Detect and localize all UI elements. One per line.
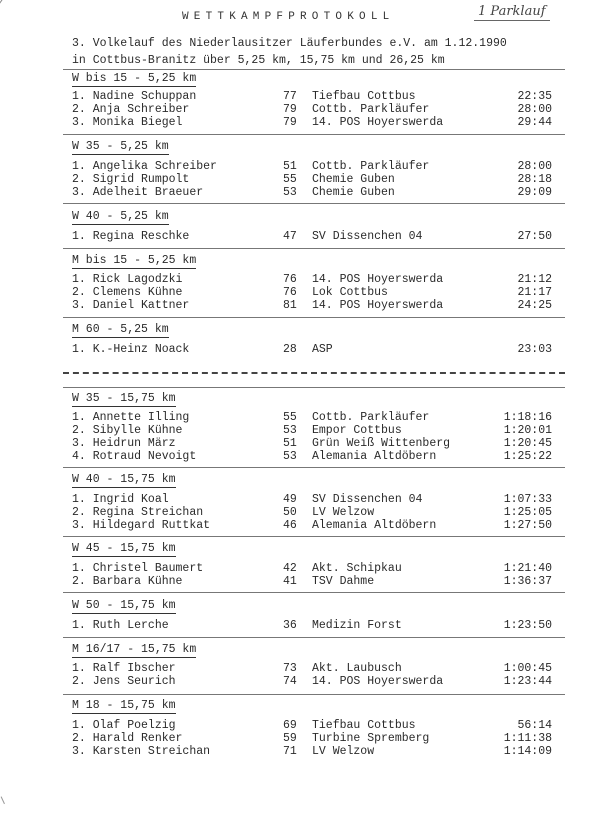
athlete-name: 2. Harald Renker bbox=[72, 732, 183, 745]
finish-time: 28:00 bbox=[517, 160, 552, 173]
finish-time: 1:23:50 bbox=[503, 619, 552, 632]
athlete-name: 1. Rick Lagodzki bbox=[72, 273, 183, 286]
club-name: Turbine Spremberg bbox=[312, 732, 430, 745]
club-name: Alemania Altdöbern bbox=[312, 450, 437, 463]
club-name: Cottb. Parkläufer bbox=[312, 160, 430, 173]
finish-time: 1:36:37 bbox=[503, 575, 552, 588]
athlete-name: 1. Regina Reschke bbox=[72, 230, 190, 243]
athlete-name: 1. Olaf Poelzig bbox=[72, 719, 176, 732]
birth-year: 79 bbox=[283, 116, 297, 129]
finish-time: 1:21:40 bbox=[503, 562, 552, 575]
club-name: Cottb. Parkläufer bbox=[312, 103, 430, 116]
section-separator bbox=[63, 248, 565, 249]
athlete-name: 1. Annette Illing bbox=[72, 411, 190, 424]
intro-line-1: 3. Volkelauf des Niederlausitzer Läuferbundes e.V. am 1.12.1990 bbox=[72, 37, 507, 50]
athlete-name: 1. Christel Baumert bbox=[72, 562, 204, 575]
club-name: Akt. Laubusch bbox=[312, 662, 402, 675]
result-row bbox=[72, 411, 552, 424]
club-name: 14. POS Hoyerswerda bbox=[312, 273, 444, 286]
club-name: TSV Dahme bbox=[312, 575, 375, 588]
birth-year: 49 bbox=[283, 493, 297, 506]
handwritten-note: 1 Parklauf bbox=[474, 4, 550, 21]
result-row bbox=[72, 732, 552, 745]
athlete-name: 3. Karsten Streichan bbox=[72, 745, 211, 758]
club-name: SV Dissenchen 04 bbox=[312, 493, 423, 506]
category-heading: W 35 - 15,75 km bbox=[72, 392, 176, 405]
section-separator bbox=[63, 637, 565, 638]
section-separator bbox=[63, 536, 565, 537]
category-heading: M 60 - 5,25 km bbox=[72, 323, 169, 336]
athlete-name: 1. Ingrid Koal bbox=[72, 493, 169, 506]
finish-time: 1:18:16 bbox=[503, 411, 552, 424]
finish-time: 1:23:44 bbox=[503, 675, 552, 688]
result-row bbox=[72, 116, 552, 129]
club-name: Tiefbau Cottbus bbox=[312, 90, 416, 103]
athlete-name: 1. K.-Heinz Noack bbox=[72, 343, 190, 356]
birth-year: 53 bbox=[283, 186, 297, 199]
result-row bbox=[72, 160, 552, 173]
result-row bbox=[72, 424, 552, 437]
birth-year: 51 bbox=[283, 437, 297, 450]
finish-time: 21:17 bbox=[517, 286, 552, 299]
result-row bbox=[72, 662, 552, 675]
birth-year: 59 bbox=[283, 732, 297, 745]
athlete-name: 3. Hildegard Ruttkat bbox=[72, 519, 211, 532]
result-row bbox=[72, 719, 552, 732]
finish-time: 21:12 bbox=[517, 273, 552, 286]
result-row bbox=[72, 675, 552, 688]
section-separator bbox=[63, 592, 565, 593]
birth-year: 77 bbox=[283, 90, 297, 103]
athlete-name: 1. Angelika Schreiber bbox=[72, 160, 217, 173]
result-row bbox=[72, 506, 552, 519]
birth-year: 28 bbox=[283, 343, 297, 356]
finish-time: 1:20:45 bbox=[503, 437, 552, 450]
result-row bbox=[72, 173, 552, 186]
club-name: LV Welzow bbox=[312, 506, 375, 519]
finish-time: 27:50 bbox=[517, 230, 552, 243]
finish-time: 1:14:09 bbox=[503, 745, 552, 758]
athlete-name: 3. Heidrun März bbox=[72, 437, 176, 450]
athlete-name: 2. Regina Streichan bbox=[72, 506, 204, 519]
club-name: Empor Cottbus bbox=[312, 424, 402, 437]
finish-time: 24:25 bbox=[517, 299, 552, 312]
finish-time: 1:25:22 bbox=[503, 450, 552, 463]
club-name: Tiefbau Cottbus bbox=[312, 719, 416, 732]
birth-year: 53 bbox=[283, 424, 297, 437]
result-row bbox=[72, 575, 552, 588]
club-name: 14. POS Hoyerswerda bbox=[312, 299, 444, 312]
club-name: Chemie Guben bbox=[312, 173, 395, 186]
result-row bbox=[72, 437, 552, 450]
athlete-name: 4. Rotraud Nevoigt bbox=[72, 450, 197, 463]
section-separator bbox=[63, 694, 565, 695]
section-separator bbox=[63, 387, 565, 388]
section-separator bbox=[63, 134, 565, 135]
finish-time: 1:20:01 bbox=[503, 424, 552, 437]
result-row bbox=[72, 103, 552, 116]
athlete-name: 2. Clemens Kühne bbox=[72, 286, 183, 299]
result-row bbox=[72, 619, 552, 632]
finish-time: 1:11:38 bbox=[503, 732, 552, 745]
athlete-name: 2. Barbara Kühne bbox=[72, 575, 183, 588]
birth-year: 71 bbox=[283, 745, 297, 758]
birth-year: 46 bbox=[283, 519, 297, 532]
birth-year: 73 bbox=[283, 662, 297, 675]
category-heading: W 40 - 5,25 km bbox=[72, 210, 169, 223]
club-name: Alemania Altdöbern bbox=[312, 519, 437, 532]
birth-year: 36 bbox=[283, 619, 297, 632]
club-name: ASP bbox=[312, 343, 333, 356]
result-row bbox=[72, 493, 552, 506]
athlete-name: 3. Monika Biegel bbox=[72, 116, 183, 129]
club-name: Medizin Forst bbox=[312, 619, 402, 632]
category-heading: W bis 15 - 5,25 km bbox=[72, 72, 197, 85]
section-separator bbox=[63, 69, 565, 70]
result-row bbox=[72, 90, 552, 103]
category-heading: M 16/17 - 15,75 km bbox=[72, 643, 197, 656]
athlete-name: 2. Sigrid Rumpolt bbox=[72, 173, 190, 186]
athlete-name: 2. Jens Seurich bbox=[72, 675, 176, 688]
athlete-name: 1. Nadine Schuppan bbox=[72, 90, 197, 103]
athlete-name: 2. Sibylle Kühne bbox=[72, 424, 183, 437]
club-name: Chemie Guben bbox=[312, 186, 395, 199]
finish-time: 1:07:33 bbox=[503, 493, 552, 506]
club-name: 14. POS Hoyerswerda bbox=[312, 116, 444, 129]
birth-year: 41 bbox=[283, 575, 297, 588]
birth-year: 81 bbox=[283, 299, 297, 312]
scan-corner-mark bbox=[0, 0, 8, 7]
result-row bbox=[72, 343, 552, 356]
finish-time: 23:03 bbox=[517, 343, 552, 356]
category-heading: W 35 - 5,25 km bbox=[72, 140, 169, 153]
document-title: WETTKAMPFPROTOKOLL bbox=[182, 11, 395, 23]
category-heading: W 45 - 15,75 km bbox=[72, 542, 176, 555]
finish-time: 1:27:50 bbox=[503, 519, 552, 532]
club-name: 14. POS Hoyerswerda bbox=[312, 675, 444, 688]
birth-year: 42 bbox=[283, 562, 297, 575]
club-name: Grün Weiß Wittenberg bbox=[312, 437, 451, 450]
athlete-name: 1. Ralf Ibscher bbox=[72, 662, 176, 675]
birth-year: 79 bbox=[283, 103, 297, 116]
finish-time: 28:00 bbox=[517, 103, 552, 116]
club-name: LV Welzow bbox=[312, 745, 375, 758]
category-heading: W 50 - 15,75 km bbox=[72, 599, 176, 612]
athlete-name: 3. Adelheit Braeuer bbox=[72, 186, 204, 199]
result-row bbox=[72, 286, 552, 299]
result-row bbox=[72, 519, 552, 532]
birth-year: 53 bbox=[283, 450, 297, 463]
intro-line-2: in Cottbus-Branitz über 5,25 km, 15,75 km und 26,25 km bbox=[72, 54, 445, 67]
finish-time: 22:35 bbox=[517, 90, 552, 103]
athlete-name: 3. Daniel Kattner bbox=[72, 299, 190, 312]
club-name: Akt. Schipkau bbox=[312, 562, 402, 575]
section-separator bbox=[63, 467, 565, 468]
finish-time: 56:14 bbox=[517, 719, 552, 732]
birth-year: 47 bbox=[283, 230, 297, 243]
distance-divider bbox=[63, 372, 565, 374]
birth-year: 69 bbox=[283, 719, 297, 732]
birth-year: 50 bbox=[283, 506, 297, 519]
result-row bbox=[72, 450, 552, 463]
category-heading: M bis 15 - 5,25 km bbox=[72, 254, 197, 267]
finish-time: 29:44 bbox=[517, 116, 552, 129]
result-row bbox=[72, 745, 552, 758]
section-separator bbox=[63, 203, 565, 204]
finish-time: 1:00:45 bbox=[503, 662, 552, 675]
result-row bbox=[72, 562, 552, 575]
birth-year: 55 bbox=[283, 411, 297, 424]
birth-year: 51 bbox=[283, 160, 297, 173]
athlete-name: 2. Anja Schreiber bbox=[72, 103, 190, 116]
result-row bbox=[72, 230, 552, 243]
finish-time: 28:18 bbox=[517, 173, 552, 186]
birth-year: 74 bbox=[283, 675, 297, 688]
club-name: Lok Cottbus bbox=[312, 286, 388, 299]
section-separator bbox=[63, 317, 565, 318]
result-row bbox=[72, 299, 552, 312]
club-name: Cottb. Parkläufer bbox=[312, 411, 430, 424]
birth-year: 55 bbox=[283, 173, 297, 186]
finish-time: 1:25:05 bbox=[503, 506, 552, 519]
result-row bbox=[72, 273, 552, 286]
category-heading: M 18 - 15,75 km bbox=[72, 699, 176, 712]
birth-year: 76 bbox=[283, 273, 297, 286]
category-heading: W 40 - 15,75 km bbox=[72, 473, 176, 486]
club-name: SV Dissenchen 04 bbox=[312, 230, 423, 243]
birth-year: 76 bbox=[283, 286, 297, 299]
finish-time: 29:09 bbox=[517, 186, 552, 199]
scan-corner-mark bbox=[1, 794, 11, 804]
result-row bbox=[72, 186, 552, 199]
athlete-name: 1. Ruth Lerche bbox=[72, 619, 169, 632]
